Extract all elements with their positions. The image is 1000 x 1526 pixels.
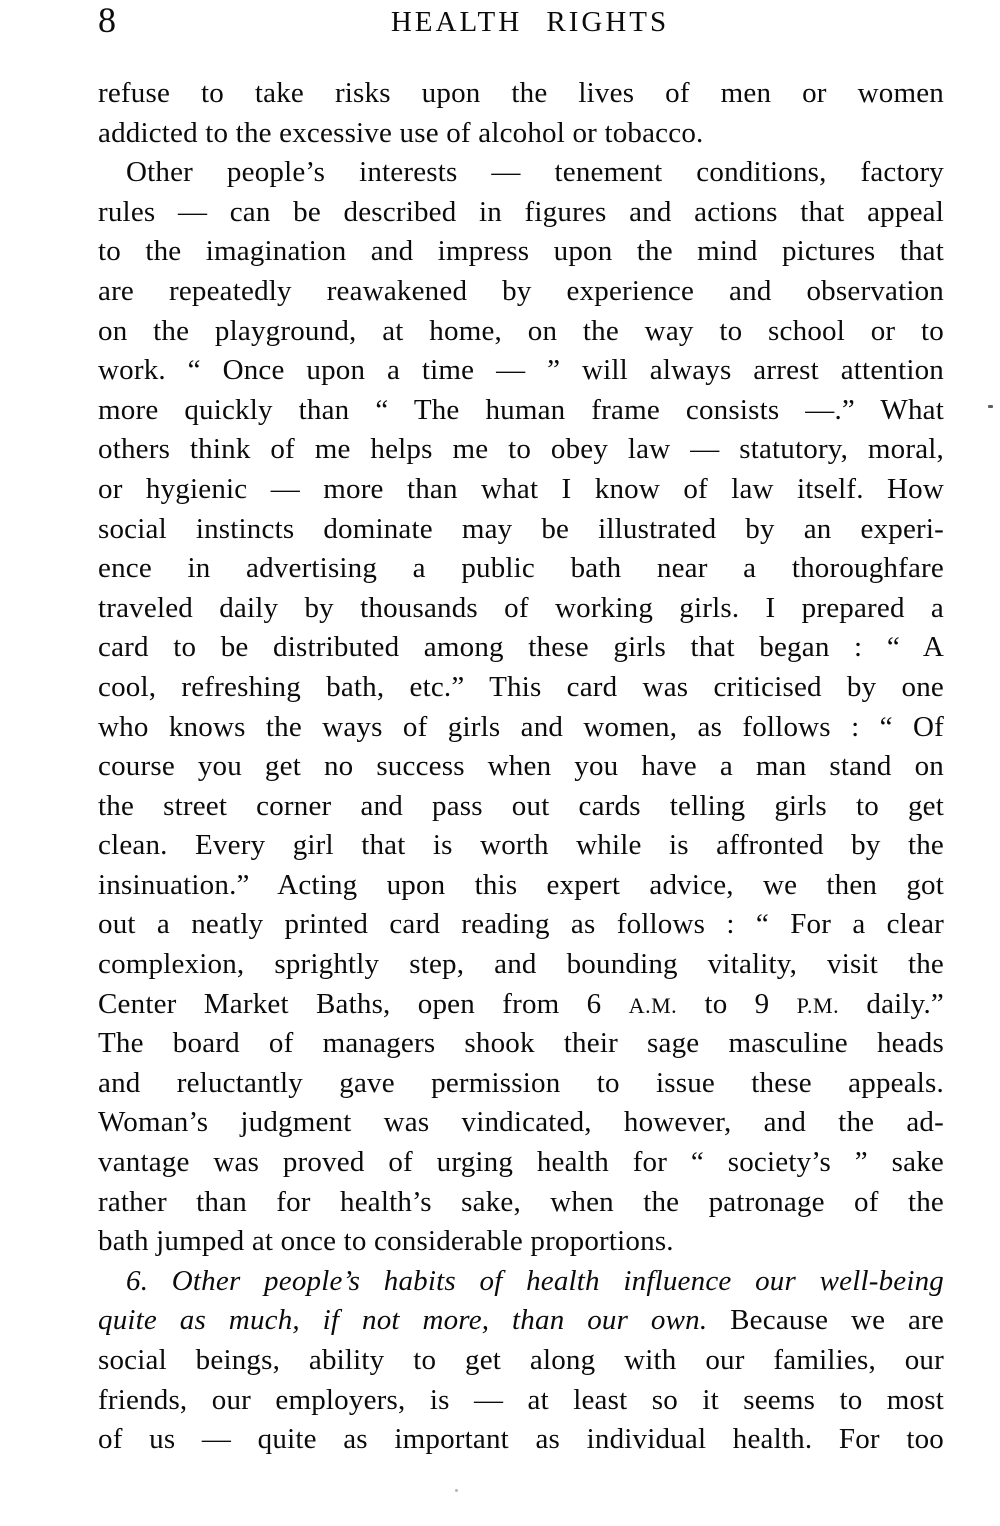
text-segment: on the playground, at home, on the way to school or to (98, 314, 944, 347)
text-line (98, 193, 944, 233)
text-segment: Center Market Baths, open from 6 (98, 987, 629, 1020)
text-segment: who knows the ways of girls and women, as follows : “ Of (98, 710, 944, 743)
text-line (98, 1262, 944, 1302)
text-segment: traveled daily by thousands of working girls. I prepared a (98, 591, 944, 624)
text-line (98, 470, 944, 510)
text-line (98, 430, 944, 470)
text-line (98, 74, 944, 114)
text-segment: ence in advertising a public bath near a thoroughfare (98, 552, 944, 585)
text-segment: the street corner and pass out cards telling girls to get (98, 789, 944, 822)
text-segment: refuse to take risks upon the lives of men or women (98, 77, 944, 109)
text-segment: The board of managers shook their sage masculine heads (98, 1027, 944, 1060)
text-line (98, 866, 944, 906)
text-segment: complexion, sprightly step, and bounding vitality, visit the (98, 948, 944, 981)
text-segment: are repeatedly reawakened by experience and observation (98, 274, 944, 307)
text-line (98, 1301, 944, 1341)
text-line (98, 747, 944, 787)
text-line (98, 1024, 944, 1064)
text-segment: others think of me helps me to obey law — statutory, moral, (98, 433, 944, 466)
text-segment: vantage was proved of urging health for “ society’s ” sake (98, 1146, 944, 1179)
smallcaps-text: P.M. (796, 992, 840, 1018)
text-line (98, 1381, 944, 1421)
text-line (98, 1103, 944, 1143)
text-line (98, 114, 944, 154)
text-line (98, 985, 944, 1025)
running-title: HEALTH RIGHTS (390, 6, 670, 38)
text-line (98, 1222, 944, 1262)
page-header (98, 0, 944, 44)
text-segment: Because we are (707, 1304, 944, 1337)
text-segment: to 9 (677, 987, 797, 1020)
text-segment: or hygienic — more than what I know of law itself. How (98, 472, 944, 505)
text-line (98, 1183, 944, 1223)
text-line (98, 549, 944, 589)
italic-text: 6. (126, 1264, 172, 1297)
text-segment: social beings, ability to get along with our families, our (98, 1344, 944, 1376)
text-segment: clean. Every girl that is worth while is affronted by the (98, 829, 944, 862)
text-segment: more quickly than “ The human frame consists —.” What (98, 393, 944, 426)
text-segment: bath jumped at once to considerable proportions. (98, 1225, 674, 1258)
text-segment: friends, our employers, is — at least so it seems to most (98, 1383, 944, 1416)
text-line (98, 1143, 944, 1183)
text-segment: Woman’s judgment was vindicated, however, and the ad- (98, 1106, 944, 1139)
text-segment: social instincts dominate may be illustrated by an experi- (98, 512, 944, 545)
text-segment: work. “ Once upon a time — ” will always arrest attention (98, 354, 944, 387)
text-segment: course you get no success when you have a man stand on (98, 750, 944, 783)
text-line (98, 1420, 944, 1460)
text-line (98, 272, 944, 312)
text-segment: rather than for health’s sake, when the patronage of the (98, 1185, 944, 1218)
text-line (98, 232, 944, 272)
text-line (98, 1341, 944, 1381)
text-line (98, 787, 944, 827)
text-segment: cool, refreshing bath, etc.” This card was criticised by one (98, 670, 944, 703)
body-text (98, 74, 944, 1460)
text-line (98, 589, 944, 629)
text-line (98, 391, 944, 431)
text-segment: addicted to the excessive use of alcohol or tobacco. (98, 116, 704, 149)
italic-text: quite as much, if not more, than our own. (98, 1304, 708, 1337)
italic-text: Other people’s habits of health influence our well-being (171, 1264, 944, 1297)
text-line (98, 510, 944, 550)
text-line (98, 668, 944, 708)
text-line (98, 351, 944, 391)
text-line (98, 312, 944, 352)
text-line (98, 628, 944, 668)
text-line (98, 905, 944, 945)
text-line (98, 153, 944, 193)
text-segment: and reluctantly gave permission to issue these appeals. (98, 1066, 944, 1099)
text-line (98, 1064, 944, 1104)
text-segment: to the imagination and impress upon the mind pictures that (98, 235, 944, 268)
text-segment: out a neatly printed card reading as follows : “ For a clear (98, 908, 944, 941)
page-number: 8 (98, 0, 116, 40)
text-segment: Other people’s interests — tenement conditions, factory (126, 156, 944, 189)
text-segment: rules — can be described in figures and actions that appeal (98, 195, 944, 228)
text-line (98, 708, 944, 748)
text-segment: insinuation.” Acting upon this expert advice, we then got (98, 868, 944, 901)
text-line (98, 945, 944, 985)
scan-speck (988, 405, 993, 408)
text-line (98, 826, 944, 866)
smallcaps-text: A.M. (628, 992, 678, 1018)
text-segment: daily.” (839, 987, 944, 1020)
text-segment: of us — quite as important as individual health. For too (98, 1423, 944, 1456)
scan-speck (455, 1489, 458, 1492)
text-segment: card to be distributed among these girls that began : “ A (98, 631, 944, 664)
